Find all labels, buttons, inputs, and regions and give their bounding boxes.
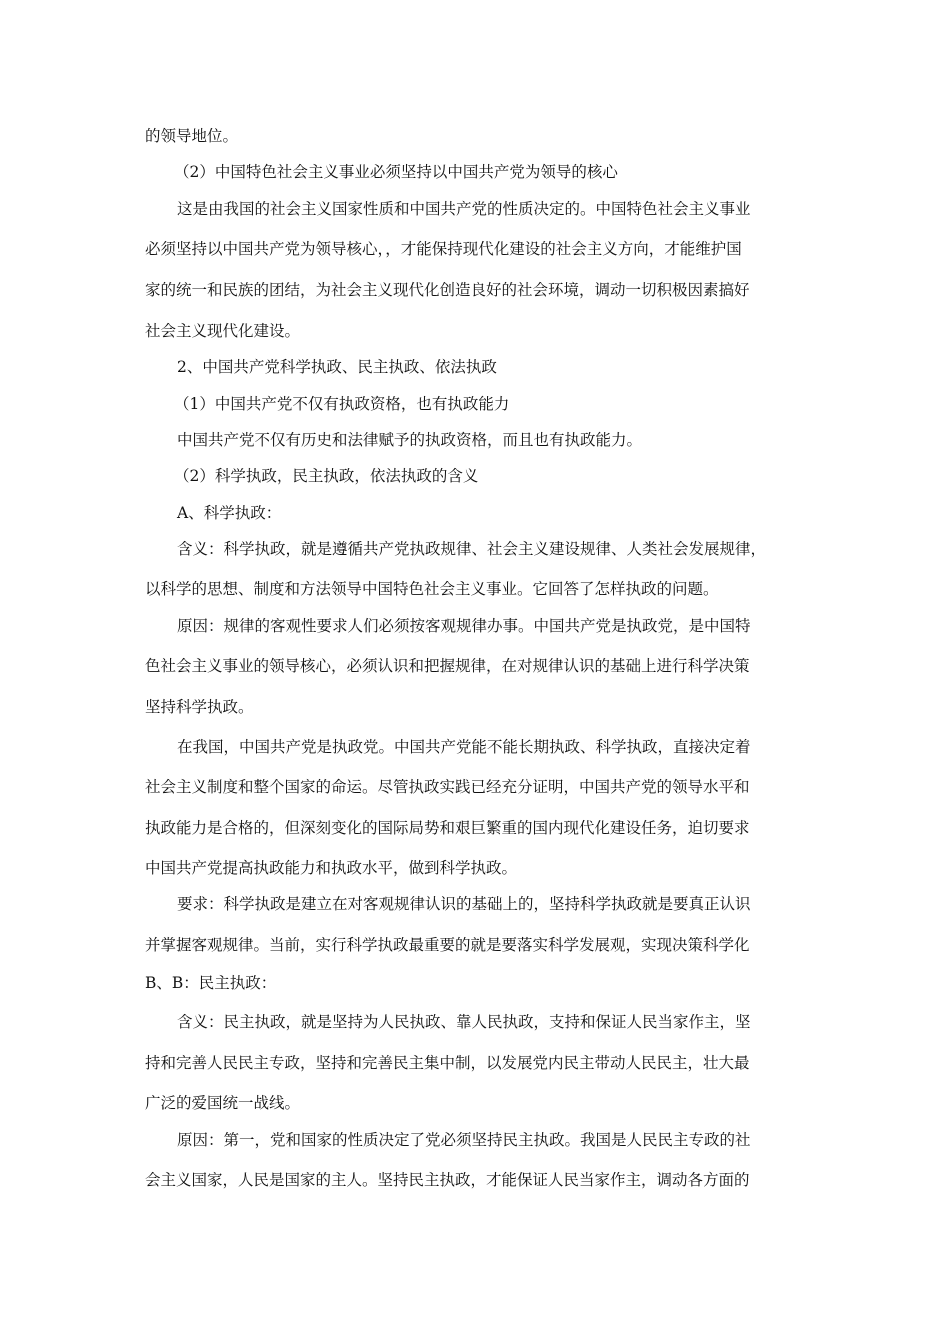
text-line: 的领导地位。 xyxy=(145,127,239,145)
paragraph-line: 含义：民主执政，就是坚持为人民执政、靠人民执政，支持和保证人民当家作主，坚 xyxy=(177,1013,751,1031)
subheading: B、B：民主执政： xyxy=(145,974,277,992)
subheading: （2）科学执政，民主执政，依法执政的含义 xyxy=(174,467,479,485)
paragraph-line: 执政能力是合格的，但深刻变化的国际局势和艰巨繁重的国内现代化建设任务，迫切要求 xyxy=(145,819,750,837)
paragraph-line: 中国共产党提高执政能力和执政水平，做到科学执政。 xyxy=(145,859,518,877)
subheading: （2）中国特色社会主义事业必须坚持以中国共产党为领导的核心 xyxy=(174,163,618,181)
paragraph-line: 以科学的思想、制度和方法领导中国特色社会主义事业。它回答了怎样执政的问题。 xyxy=(145,580,719,598)
paragraph-line: 并掌握客观规律。当前，实行科学执政最重要的就是要落实科学发展观，实现决策科学化 xyxy=(145,936,750,954)
paragraph-line: 家的统一和民族的团结，为社会主义现代化创造良好的社会环境，调动一切积极因素搞好 xyxy=(145,281,750,299)
paragraph-line: 社会主义制度和整个国家的命运。尽管执政实践已经充分证明，中国共产党的领导水平和 xyxy=(145,778,750,796)
subheading: A、科学执政： xyxy=(177,504,282,522)
paragraph-line: 会主义国家，人民是国家的主人。坚持民主执政，才能保证人民当家作主，调动各方面的 xyxy=(145,1171,750,1189)
paragraph-line: 原因：规律的客观性要求人们必须按客观规律办事。中国共产党是执政党，是中国特 xyxy=(177,617,751,635)
paragraph-line: 必须坚持以中国共产党为领导核心，，才能保持现代化建设的社会主义方向，才能维护国 xyxy=(145,240,742,258)
paragraph-line: 原因：第一，党和国家的性质决定了党必须坚持民主执政。我国是人民民主专政的社 xyxy=(177,1131,751,1149)
paragraph-line: 这是由我国的社会主义国家性质和中国共产党的性质决定的。中国特色社会主义事业 xyxy=(177,200,751,218)
paragraph-line: 在我国，中国共产党是执政党。中国共产党能不能长期执政、科学执政，直接决定着 xyxy=(177,738,751,756)
paragraph-line: 持和完善人民民主专政，坚持和完善民主集中制，以发展党内民主带动人民民主，壮大最 xyxy=(145,1054,750,1072)
paragraph-line: 坚持科学执政。 xyxy=(145,698,254,716)
paragraph-line: 中国共产党不仅有历史和法律赋予的执政资格，而且也有执政能力。 xyxy=(177,431,643,449)
paragraph-line: 社会主义现代化建设。 xyxy=(145,322,301,340)
section-heading: 2、中国共产党科学执政、民主执政、依法执政 xyxy=(177,358,497,376)
paragraph-line: 色社会主义事业的领导核心，必须认识和把握规律，在对规律认识的基础上进行科学决策 xyxy=(145,657,750,675)
paragraph-line: 广泛的爱国统一战线。 xyxy=(145,1094,301,1112)
paragraph-line: 要求：科学执政是建立在对客观规律认识的基础上的，坚持科学执政就是要真正认识 xyxy=(177,895,751,913)
subheading: （1）中国共产党不仅有执政资格，也有执政能力 xyxy=(174,395,510,413)
paragraph-line: 含义：科学执政，就是遵循共产党执政规律、社会主义建设规律、人类社会发展规律， xyxy=(177,540,767,558)
